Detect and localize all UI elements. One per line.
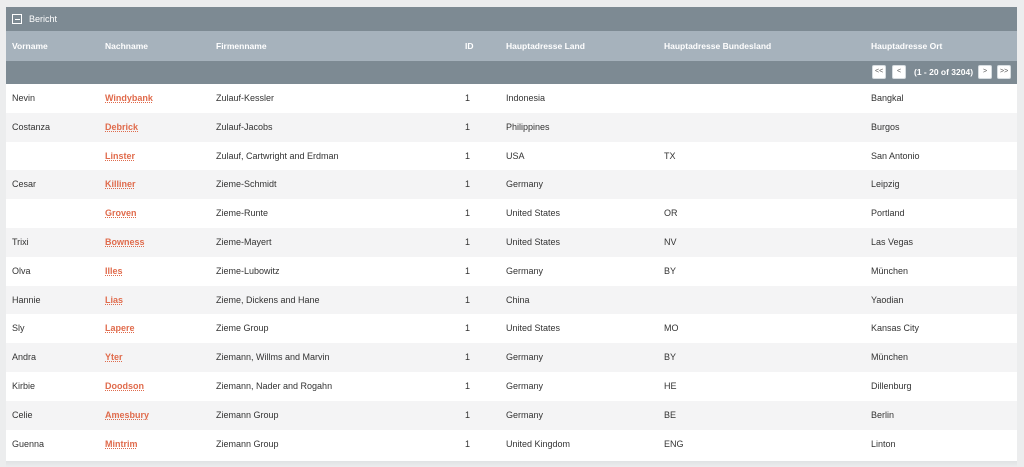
cell-bundesland: ENG [664,438,684,449]
cell-ort: Dillenburg [871,380,912,391]
first-page-button[interactable]: << [872,65,886,79]
table-row [6,170,1017,199]
cell-id: 1 [465,150,471,161]
pagination-bar [6,61,1017,84]
cell-land: Indonesia [506,93,546,103]
cell-vorname: Andra [12,352,37,363]
prev-page-button[interactable]: < [892,65,906,79]
cell-vorname: Costanza [12,121,51,132]
cell-bundesland: BY [664,265,677,276]
cell-id: 1 [465,121,471,132]
cell-id: 1 [465,380,471,391]
cell-nachname-link[interactable]: Doodson [105,380,144,391]
panel-title: Bericht [29,14,58,24]
column-header-id[interactable]: ID [465,41,474,51]
cell-vorname: Olva [12,265,31,276]
table-body [6,84,1017,458]
cell-id: 1 [465,352,471,363]
table-row [6,142,1017,171]
cell-land: USA [506,150,525,161]
cell-land: United Kingdom [506,438,571,449]
cell-id: 1 [465,179,471,190]
cell-id: 1 [465,265,471,276]
cell-nachname-link[interactable]: Mintrim [105,438,138,449]
cell-vorname: Nevin [12,93,36,103]
cell-vorname: Sly [12,323,25,334]
cell-nachname-link[interactable]: Lapere [105,323,135,334]
column-header-bundesland[interactable]: Hauptadresse Bundesland [664,41,772,51]
cell-ort: Linton [871,438,896,449]
cell-nachname-link[interactable]: Bowness [105,236,145,247]
cell-land: Germany [506,265,544,276]
column-header-land[interactable]: Hauptadresse Land [506,41,585,51]
cell-vorname: Hannie [12,294,41,305]
table-row [6,314,1017,343]
cell-ort: Kansas City [871,323,920,334]
cell-firmenname: Zulauf-Jacobs [216,121,273,132]
cell-land: China [506,294,530,305]
cell-ort: Berlin [871,409,895,420]
cell-vorname: Celie [12,409,33,420]
cell-firmenname: Ziemann Group [216,409,279,420]
cell-ort: Burgos [871,121,900,132]
cell-land: Germany [506,380,544,391]
cell-firmenname: Zieme Group [216,323,269,334]
cell-bundesland: MO [664,323,679,334]
cell-nachname-link[interactable]: Windybank [105,93,153,103]
cell-id: 1 [465,294,471,305]
cell-ort: San Antonio [871,150,920,161]
last-page-button[interactable]: >> [997,65,1011,79]
panel-header [6,7,1017,31]
cell-firmenname: Zulauf-Kessler [216,93,275,103]
table-row [6,199,1017,228]
minus-icon[interactable] [12,14,22,24]
cell-bundesland: NV [664,236,677,247]
cell-bundesland: HE [664,380,677,391]
column-header-nachname[interactable]: Nachname [105,41,148,51]
cell-firmenname: Zieme-Schmidt [216,179,277,190]
cell-firmenname: Zulauf, Cartwright and Erdman [216,150,339,161]
table-row [6,84,1017,113]
cell-nachname-link[interactable]: Debrick [105,121,139,132]
table-row [6,113,1017,142]
cell-firmenname: Ziemann Group [216,438,279,449]
cell-vorname: Guenna [12,438,45,449]
cell-bundesland: OR [664,208,678,219]
cell-vorname: Cesar [12,179,37,190]
table-row [6,401,1017,430]
table-row [6,286,1017,315]
cell-firmenname: Zieme-Lubowitz [216,265,280,276]
cell-nachname-link[interactable]: Lias [105,294,124,305]
cell-id: 1 [465,236,471,247]
bottom-shadow [6,461,1017,467]
table-row [6,372,1017,401]
cell-firmenname: Zieme-Runte [216,208,269,219]
cell-bundesland: TX [664,150,676,161]
cell-id: 1 [465,208,471,219]
cell-land: United States [506,236,561,247]
page-count: (1 - 20 of 3204) [914,67,974,77]
column-header-row [6,31,1017,61]
cell-vorname: Trixi [12,236,29,247]
table-row [6,430,1017,459]
cell-id: 1 [465,438,471,449]
table-row [6,228,1017,257]
cell-bundesland: BE [664,409,677,420]
cell-firmenname: Zieme, Dickens and Hane [216,294,320,305]
cell-nachname-link[interactable]: Illes [105,265,123,276]
cell-land: Germany [506,179,544,190]
cell-firmenname: Ziemann, Nader and Rogahn [216,380,333,391]
cell-vorname: Kirbie [12,380,36,391]
cell-nachname-link[interactable]: Groven [105,208,137,219]
cell-firmenname: Zieme-Mayert [216,236,272,247]
cell-land: United States [506,323,561,334]
cell-ort: München [871,352,909,363]
cell-land: Philippines [506,121,550,132]
cell-nachname-link[interactable]: Killiner [105,179,136,190]
cell-ort: Bangkal [871,93,904,103]
cell-ort: München [871,265,909,276]
cell-id: 1 [465,93,471,103]
cell-ort: Leipzig [871,179,900,190]
cell-land: Germany [506,409,544,420]
table-row [6,257,1017,286]
table-row [6,343,1017,372]
cell-nachname-link[interactable]: Yter [105,352,123,363]
column-header-firmenname[interactable]: Firmenname [216,41,267,51]
cell-ort: Portland [871,208,905,219]
cell-ort: Yaodian [871,294,904,305]
cell-land: Germany [506,352,544,363]
next-page-button[interactable]: > [978,65,992,79]
cell-land: United States [506,208,561,219]
cell-id: 1 [465,323,471,334]
column-header-ort[interactable]: Hauptadresse Ort [871,41,943,51]
cell-bundesland: BY [664,352,677,363]
cell-firmenname: Ziemann, Willms and Marvin [216,352,330,363]
cell-id: 1 [465,409,471,420]
cell-ort: Las Vegas [871,236,914,247]
cell-nachname-link[interactable]: Linster [105,150,136,161]
column-header-vorname[interactable]: Vorname [12,41,48,51]
cell-nachname-link[interactable]: Amesbury [105,409,150,420]
report-panel [6,7,1017,467]
